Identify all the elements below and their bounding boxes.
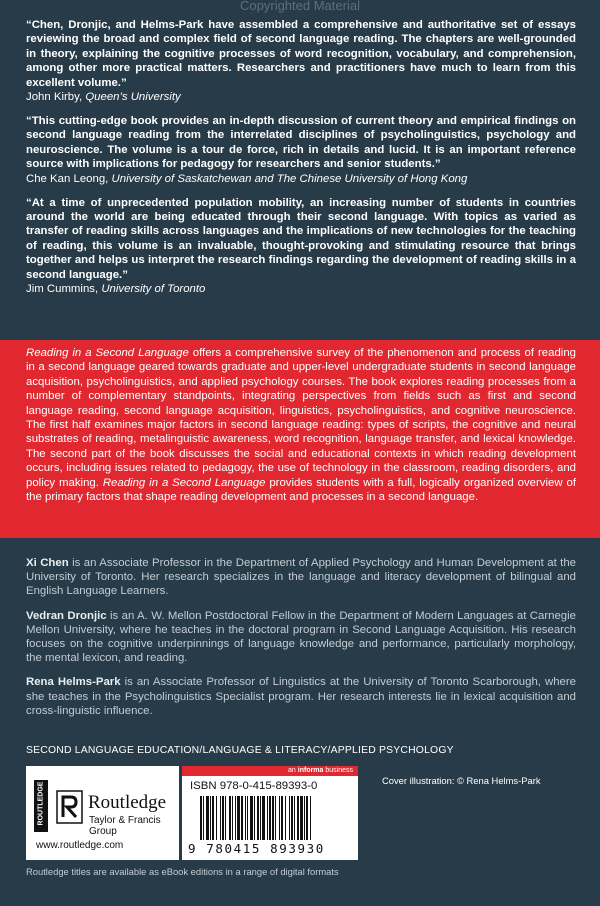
subject-category: SECOND LANGUAGE EDUCATION/LANGUAGE & LITERACY/APPLIED PSYCHOLOGY: [26, 745, 454, 756]
routledge-logo-icon: [56, 790, 83, 824]
author-name: Rena Helms-Park: [26, 676, 121, 689]
quote-affiliation: University of Saskatchewan and The Chinese University of Hong Kong: [111, 172, 468, 185]
publisher-side-label: ROUTLEDGE: [34, 780, 48, 832]
book-title: Reading in a Second Language: [102, 476, 266, 489]
publisher-name: Routledge: [88, 792, 167, 813]
publisher-url: www.routledge.com: [36, 840, 124, 851]
endorsement-quote: [26, 114, 576, 186]
quote-affiliation: University of Toronto: [101, 283, 206, 296]
book-title: Reading in a Second Language: [26, 347, 189, 359]
quote-text: “This cutting-edge book provides an in-depth discussion of current theory and empirical findings on second language reading from the interrelated disciplines of psycholinguistics, psychology and neuroscience. The volume is a tour de force, rich in details and lucid. It is an important reference source with implications for pedagogy for researchers and senior students.”: [26, 115, 576, 171]
bio-text: is an Associate Professor of Linguistics at the University of Toronto Scarborough, where she teaches in the Psycholinguistics Specialist program. Her research interests lie in lexical acquisition and cross-linguistic influence.: [26, 676, 576, 717]
author-bio: [26, 609, 576, 666]
quote-attribution: [26, 90, 576, 104]
book-description: [26, 346, 576, 504]
publisher-box: [26, 766, 179, 860]
description-text: offers a comprehensive survey of the phenomenon and process of reading in a second language geared towards graduate and upper-level undergraduate students in second language acquisition, psycholinguistics, and applied psychology courses. The book explores reading processes from a number of complementary standpoints, integrating perspectives from fields such as first and second language reading, second language acquisition, linguistics, psycholinguistics, and cognitive neuroscience. The first half examines major factors in second language reading: types of scripts, the cognitive and neural substrates of reading, metalinguistic awareness, word recognition, language transfer, and lexical knowledge. The second part of the book discusses the social and educational contexts in which reading development occurs, including issues related to pedagogy, the use of technology in the classroom, reading disorders, and policy making.: [26, 347, 576, 489]
bio-text: is an A. W. Mellon Postdoctoral Fellow in the Department of Modern Languages at Carnegie Mellon University, where he teaches in the doctoral program in Second Language Acquisition. His research focuses on the cognitive underpinnings of language knowledge and performance, particularly morphology, the mental lexicon, and reading.: [26, 609, 576, 665]
endorsement-quote: [26, 196, 576, 296]
ebook-note: Routledge titles are available as eBook editions in a range of digital formats: [26, 866, 339, 877]
quote-author: Che Kan Leong,: [26, 172, 109, 185]
informa-business-bar: an informa business: [182, 766, 358, 776]
quote-author: John Kirby,: [26, 91, 83, 104]
quote-author: Jim Cummins,: [26, 283, 99, 296]
barcode-box: [182, 766, 358, 860]
author-bios: [26, 556, 576, 728]
quote-attribution: [26, 172, 576, 186]
author-bio: [26, 556, 576, 599]
watermark: Copyrighted Material: [240, 0, 360, 13]
barcode-icon: [200, 796, 346, 840]
quote-text: “Chen, Dronjic, and Helms-Park have assembled a comprehensive and authoritative set of essays reviewing the broad and complex field of second language reading. The chapters are well-grounded in theory, explaining the cognitive processes of word recognition, vocabulary, and comprehension, among other more practical matters. Researchers and practitioners have much to learn from this excellent volume.”: [26, 19, 576, 89]
quote-affiliation: Queen’s University: [85, 91, 181, 104]
publisher-group: Taylor & Francis Group: [89, 815, 161, 837]
quote-text: “At a time of unprecedented population mobility, an increasing number of students in countries around the world are being educated through their second language. With topics as varied as transfer of reading skills across languages and the implications of new technologies for the teaching of reading, this volume is an invaluable, thought-provoking and stimulating resource that brings together and helps us interpret the research findings regarding the development of reading skills in a second language.”: [26, 196, 576, 281]
bio-text: is an Associate Professor in the Department of Applied Psychology and Human Development at the University of Toronto. Her research specializes in the language and literacy development of bilingual and English Language Learners.: [26, 557, 576, 598]
endorsements: [26, 18, 576, 306]
informa-brand: informa: [297, 767, 324, 774]
author-name: Vedran Dronjic: [26, 609, 107, 622]
isbn-text: ISBN 978-0-415-89393-0: [190, 780, 318, 792]
cover-illustration-credit: Cover illustration: © Rena Helms-Park: [382, 775, 541, 786]
endorsement-quote: [26, 18, 576, 104]
barcode-number: 9 780415 893930: [188, 841, 325, 856]
description-text: provides students with a full, logically organized overview of the primary factors that shape reading development and processes in a second language.: [26, 476, 576, 504]
quote-attribution: [26, 282, 576, 296]
author-name: Xi Chen: [26, 557, 69, 569]
author-bio: [26, 675, 576, 718]
